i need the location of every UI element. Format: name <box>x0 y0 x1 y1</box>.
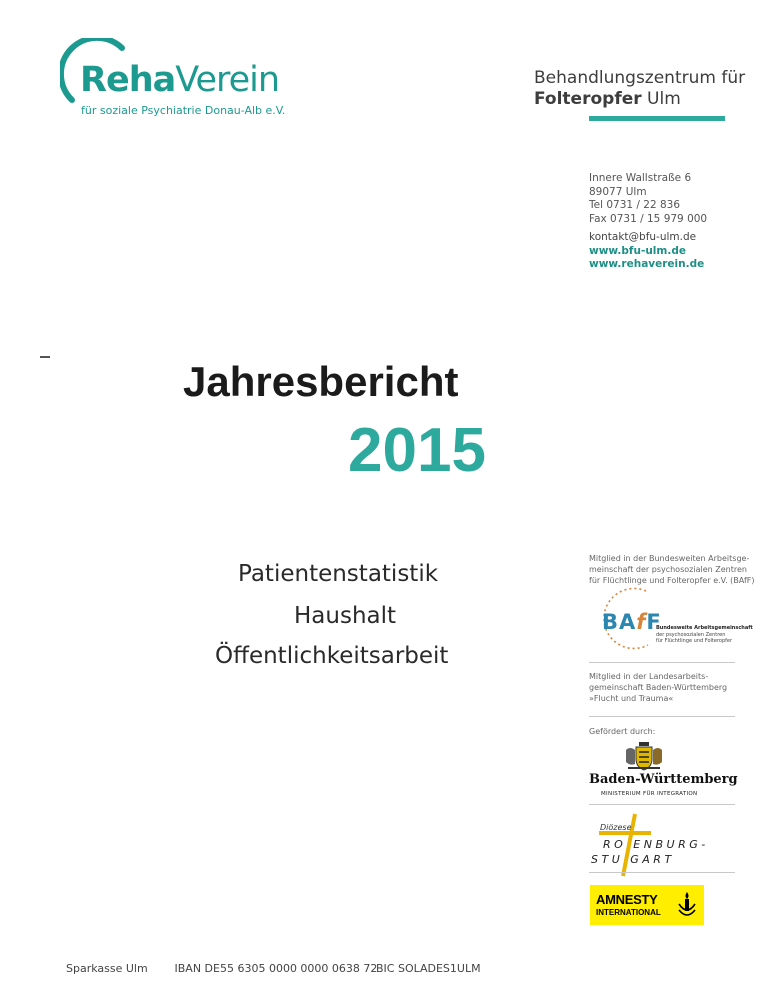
contact-block <box>589 231 704 272</box>
contact-email[interactable]: kontakt@bfu-ulm.de <box>589 231 697 243</box>
footer-bank: Sparkasse Ulm <box>66 962 148 975</box>
margin-dash <box>40 356 50 358</box>
baff-text-line: für Flüchtlinge und Folteropfer e.V. (BAfF) <box>589 576 755 585</box>
bw-ministry: MINISTERIUM FÜR INTEGRATION <box>601 791 698 797</box>
topic-item: Haushalt <box>294 603 397 629</box>
divider <box>589 872 735 873</box>
address-block <box>589 172 707 226</box>
candle-icon <box>676 890 698 920</box>
baff-tagline-line: der psychosozialen Zentren <box>656 631 726 638</box>
lag-text-line: Mitglied in der Landesarbeits- <box>589 672 709 681</box>
baff-letters: BAfF <box>602 610 662 634</box>
baff-membership-text <box>589 553 755 586</box>
rehaverein-logo <box>60 38 286 118</box>
topic-item: Öffentlichkeitsarbeit <box>215 643 449 669</box>
lag-text-line: »Flucht und Trauma« <box>589 694 674 703</box>
address-street: Innere Wallstraße 6 <box>589 172 692 184</box>
footer-bank-details <box>66 962 481 975</box>
header-rule <box>589 116 725 121</box>
website-link-bfu[interactable]: www.bfu-ulm.de <box>589 244 686 257</box>
baff-text-line: Mitglied in der Bundesweiten Arbeitsge- <box>589 554 750 563</box>
funded-by-label: Gefördert durch: <box>589 727 656 736</box>
divider <box>589 662 735 663</box>
amnesty-logo <box>590 885 704 925</box>
amnesty-line2: INTERNATIONAL <box>596 908 661 917</box>
address-city: 89077 Ulm <box>589 185 647 198</box>
lag-membership-text <box>589 671 727 704</box>
center-title-line1: Behandlungszentrum für <box>534 68 746 88</box>
address-fax: Fax 0731 / 15 979 000 <box>589 212 708 225</box>
dioezese-line1: RO ENBURG- <box>603 838 709 851</box>
report-year: 2015 <box>348 416 486 485</box>
logo-name: RehaVerein <box>80 60 280 100</box>
baff-text-line: meinschaft der psychosozialen Zentren <box>589 565 747 574</box>
address-tel: Tel 0731 / 22 836 <box>589 199 681 211</box>
dioezese-line2: STU GART <box>591 853 675 866</box>
divider <box>589 716 735 717</box>
logo-subtitle: für soziale Psychiatrie Donau-Alb e.V. <box>81 104 286 117</box>
dioezese-logo <box>589 812 709 872</box>
lag-text-line: gemeinschaft Baden-Württemberg <box>589 683 728 692</box>
footer-iban: IBAN DE55 6305 0000 0000 0638 72 <box>174 962 378 975</box>
baff-tagline-line: für Flüchtlinge und Folteropfer <box>656 638 733 644</box>
center-title-line2: Folteropfer Ulm <box>534 89 681 109</box>
center-title <box>534 68 745 110</box>
topic-item: Patientenstatistik <box>238 561 439 587</box>
bw-coat-of-arms-icon <box>622 740 666 772</box>
footer-bic: BIC SOLADES1ULM <box>376 962 481 975</box>
divider <box>589 804 735 805</box>
amnesty-line1: AMNESTY <box>596 892 658 907</box>
report-title: Jahresbericht <box>183 358 459 405</box>
website-link-rehaverein[interactable]: www.rehaverein.de <box>589 258 705 270</box>
baff-tagline <box>656 625 753 645</box>
baff-logo <box>586 585 753 651</box>
bw-name: Baden-Württemberg <box>589 772 738 787</box>
baff-tagline-line: Bundesweite Arbeitsgemeinschaft <box>656 625 753 631</box>
dioezese-label: Diözese <box>600 823 632 832</box>
